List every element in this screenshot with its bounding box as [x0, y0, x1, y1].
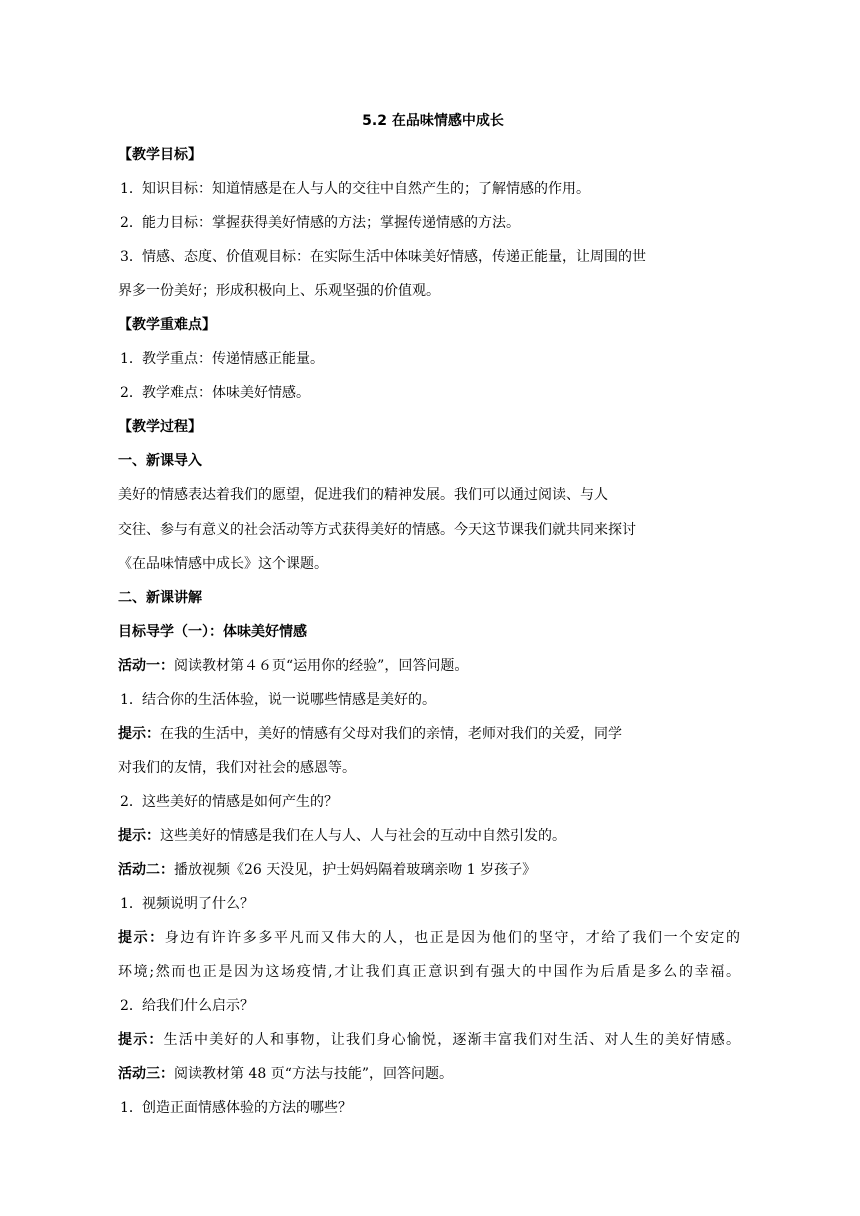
item-text: 教学重点：传递情感正能量。	[142, 351, 324, 368]
numbered-item	[118, 213, 740, 233]
paragraph-label: 活动一：	[118, 657, 174, 674]
section-heading: 【教学过程】	[118, 419, 202, 436]
paragraph-text: 这些美好的情感是我们在人与人、人与社会的互动中自然引发的。	[160, 827, 566, 844]
document-title: 5.2 在品味情感中成长	[362, 113, 504, 129]
item-text: 创造正面情感体验的方法的哪些？	[142, 1100, 352, 1117]
section-heading: 【教学重难点】	[118, 317, 216, 334]
paragraph-text: 在我的生活中，美好的情感有父母对我们的亲情，老师对我们的关爱，同学	[160, 725, 622, 742]
labeled-paragraph	[118, 860, 740, 880]
item-text: 结合你的生活体验，说一说哪些情感是美好的。	[142, 691, 436, 708]
item-text: 情感、态度、价值观目标：在实际生活中体味美好情感，传递正能量，让周围的世	[142, 249, 646, 266]
item-number: 2．	[120, 793, 143, 810]
section-heading: 目标导学（一）：体味美好情感	[118, 623, 307, 640]
item-number: 1．	[120, 1100, 143, 1117]
numbered-item	[118, 349, 740, 369]
paragraph-label: 提示：	[118, 725, 160, 742]
item-number: 2．	[120, 215, 143, 232]
numbered-item	[118, 383, 740, 403]
paragraph-label: 活动三：	[118, 1066, 174, 1083]
paragraph-line: 环境;然而也正是因为这场疫情,才让我们真正意识到有强大的中国作为后盾是多么的幸福。	[118, 964, 740, 981]
paragraph-text: 播放视频《26 天没见，护士妈妈隔着玻璃亲吻 1 岁孩子》	[174, 861, 537, 878]
item-number: 2．	[120, 998, 143, 1015]
labeled-paragraph	[118, 656, 740, 676]
item-number: 1．	[120, 896, 143, 913]
numbered-item	[118, 894, 740, 914]
labeled-paragraph	[118, 1064, 740, 1084]
labeled-paragraph	[118, 826, 740, 846]
paragraph-text: 生活中美好的人和事物，让我们身心愉悦，逐渐丰富我们对生活、对人生的美好情感。	[163, 1032, 741, 1049]
labeled-paragraph	[118, 724, 740, 744]
item-number: 2．	[120, 385, 143, 402]
paragraph-line: 界多一份美好；形成积极向上、乐观坚强的价值观。	[118, 283, 440, 300]
document-body	[118, 145, 740, 1118]
item-number: 1．	[120, 181, 143, 198]
numbered-item	[118, 179, 740, 199]
numbered-item	[118, 996, 740, 1016]
item-text: 这些美好的情感是如何产生的？	[142, 793, 338, 810]
paragraph-label: 提示：	[118, 1032, 164, 1049]
labeled-paragraph	[118, 1030, 740, 1050]
paragraph-text: 身边有许许多多平凡而又伟大的人，也正是因为他们的坚守，才给了我们一个安定的	[164, 930, 741, 947]
paragraph-line: 美好的情感表达着我们的愿望，促进我们的精神发展。我们可以通过阅读、与人	[118, 487, 608, 504]
item-text: 知识目标：知道情感是在人与人的交往中自然产生的；了解情感的作用。	[142, 181, 590, 198]
numbered-item	[118, 247, 740, 267]
paragraph-label: 提示：	[118, 827, 160, 844]
paragraph-text: 阅读教材第４６页“运用你的经验”，回答问题。	[174, 657, 469, 674]
item-text: 能力目标：掌握获得美好情感的方法；掌握传递情感的方法。	[142, 215, 520, 232]
paragraph-text: 阅读教材第 48 页“方法与技能”，回答问题。	[174, 1066, 454, 1083]
paragraph-label: 活动二：	[118, 861, 174, 878]
item-text: 教学难点：体味美好情感。	[142, 385, 310, 402]
section-heading: 【教学目标】	[118, 147, 202, 163]
paragraph-label: 提示：	[118, 930, 165, 947]
section-heading: 二、新课讲解	[118, 589, 202, 606]
labeled-paragraph	[118, 928, 740, 948]
section-heading: 一、新课导入	[118, 453, 202, 470]
item-text: 视频说明了什么？	[142, 896, 254, 913]
item-text: 给我们什么启示？	[142, 998, 254, 1015]
numbered-item	[118, 1098, 740, 1118]
paragraph-line: 《在品味情感中成长》这个课题。	[118, 555, 328, 572]
item-number: 3．	[120, 249, 143, 266]
numbered-item	[118, 792, 740, 812]
item-number: 1．	[120, 351, 143, 368]
item-number: 1．	[120, 691, 143, 708]
numbered-item	[118, 690, 740, 710]
paragraph-line: 交往、参与有意义的社会活动等方式获得美好的情感。今天这节课我们就共同来探讨	[118, 521, 636, 538]
paragraph-line: 对我们的友情，我们对社会的感恩等。	[118, 759, 356, 776]
